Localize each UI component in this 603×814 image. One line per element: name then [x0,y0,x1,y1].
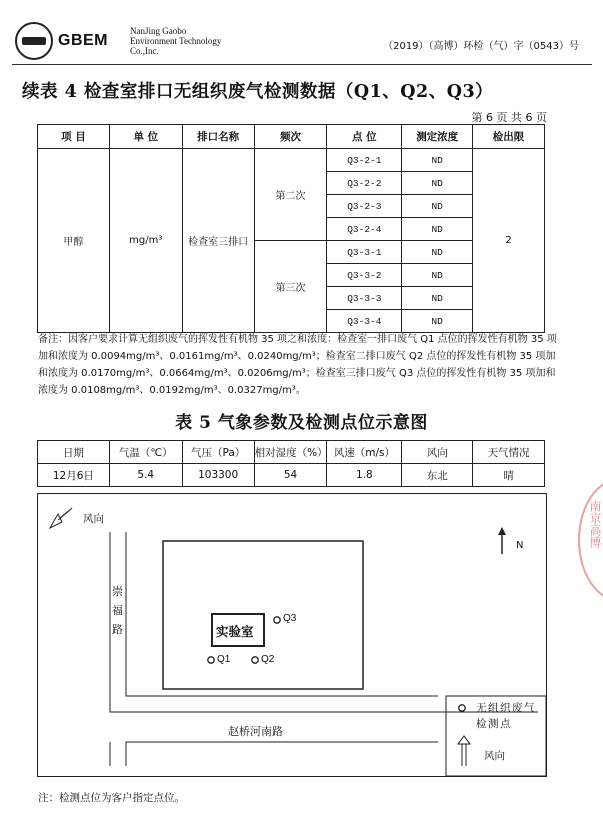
table5-value-cell: 103300 [182,464,254,487]
value-cell: ND [402,218,473,241]
point-cell: Q3-2-3 [327,195,402,218]
table5-header-cell: 风向 [402,441,473,464]
value-cell: ND [402,287,473,310]
table-row [38,464,545,487]
table4-title: 续表 4 检查室排口无组织废气检测数据（Q1、Q2、Q3） [22,82,494,102]
table4-header-cell: 单 位 [109,125,182,149]
frequency-cell: 第二次 [254,149,327,241]
seal-stamp-text: 南京高博 [588,500,602,548]
point-label-q2: Q2 [261,654,275,665]
unit-cell: mg/m³ [109,149,182,333]
table5-header-cell: 气压（Pa） [182,441,254,464]
point-cell: Q3-3-2 [327,264,402,287]
table5-value-cell: 5.4 [109,464,182,487]
point-label-q3: Q3 [283,613,297,624]
point-cell: Q3-2-4 [327,218,402,241]
page-info: 第 6 页 共 6 页 [471,111,547,124]
wind-direction-arrow-icon [50,508,72,528]
road-vertical-label: 崇福路 [112,585,123,636]
company-line-2: Environment Technology [130,36,222,46]
value-cell: ND [402,195,473,218]
wind-label: 风向 [83,513,104,525]
value-cell: ND [402,172,473,195]
table5-value-cell: 54 [254,464,327,487]
road-horizontal-label: 赵桥河南路 [228,725,283,738]
table5-value-cell: 1.8 [327,464,402,487]
legend-point-icon [459,705,465,711]
value-cell: ND [402,241,473,264]
limit-cell: 2 [473,149,545,333]
sampling-point-q1-icon [208,657,214,663]
north-arrow-icon [498,527,506,554]
table5-value-cell: 12月6日 [38,464,110,487]
table5-header-cell: 风速（m/s） [327,441,402,464]
table5-header-cell: 日期 [38,441,110,464]
point-cell: Q3-2-2 [327,172,402,195]
header-divider [12,64,592,65]
company-logo-icon [15,22,53,60]
frequency-cell: 第三次 [254,241,327,333]
table5-value-cell: 东北 [402,464,473,487]
point-label-q1: Q1 [217,654,231,665]
document-number: （2019）（高博）环检（气）字（0543）号 [383,41,579,52]
footer-note: 注：检测点位为客户指定点位。 [38,792,185,804]
legend-wind-label: 风向 [484,750,505,762]
sampling-point-q2-icon [252,657,258,663]
sampling-point-q3-icon [274,617,280,623]
monitoring-site-diagram [37,493,547,777]
north-label: N [516,540,524,551]
item-cell: 甲醇 [38,149,110,333]
point-cell: Q3-3-1 [327,241,402,264]
point-cell: Q3-3-4 [327,310,402,333]
value-cell: ND [402,264,473,287]
table5-header-cell: 相对湿度（%） [254,441,327,464]
table5-title: 表 5 气象参数及检测点位示意图 [175,413,428,433]
road-lines [110,532,538,766]
table-row [38,149,545,172]
table5-header-cell: 气温（℃） [109,441,182,464]
table4-header-cell: 项 目 [38,125,110,149]
table5-header-row [38,441,545,464]
legend-wind-arrow-icon [458,736,470,766]
value-cell: ND [402,310,473,333]
legend-point-label: 无组织废气检测点 [476,702,536,730]
table4 [37,124,545,333]
brand-name: GBEM [58,32,108,49]
table4-header-cell: 检出限 [473,125,545,149]
table4-header-cell: 频次 [254,125,327,149]
table4-header-cell: 测定浓度 [402,125,473,149]
company-line-3: Co.,Inc. [130,46,159,56]
point-cell: Q3-3-3 [327,287,402,310]
point-cell: Q3-2-1 [327,149,402,172]
value-cell: ND [402,149,473,172]
table4-header-row [38,125,545,149]
table4-header-cell: 点 位 [327,125,402,149]
table4-note: 备注：因客户要求计算无组织废气的挥发性有机物 35 项之和浓度：检查室一排口废气 Q1 点位的挥发性有机物 35 项加和浓度为 0.0094mg/m³、0.0161mg/m³、0.0240mg/m³；检查室二排口废气 Q2 点位的挥发性有机物 35 项加和浓度为 0.0170mg/m³、0.0664mg/m³、0.0206mg/m³；检查室三排口废气 Q3 点位的挥发性有机物 35 项加和浓度为 0.0108mg/m³、0.0192mg/m³、0.0327mg/m³。 [38,334,557,396]
company-line-1: NanJing Gaobo [130,26,187,36]
company-name [130,26,221,56]
outlet-cell: 检查室三排口 [182,149,254,333]
table5 [37,440,545,487]
table4-header-cell: 排口名称 [182,125,254,149]
lab-label: 实验室 [216,624,254,639]
table5-value-cell: 晴 [473,464,545,487]
table5-header-cell: 天气情况 [473,441,545,464]
